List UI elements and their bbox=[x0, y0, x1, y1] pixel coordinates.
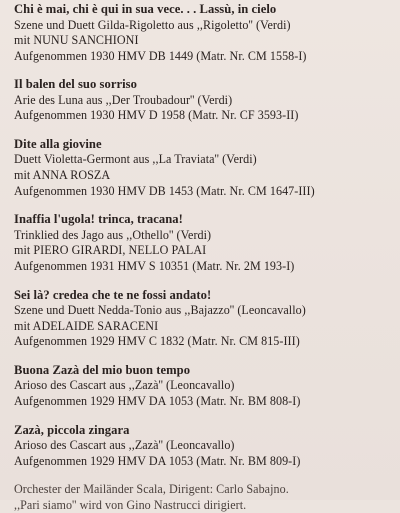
track-entry bbox=[14, 77, 396, 124]
track-listing bbox=[14, 2, 396, 513]
track-recording-info: Aufgenommen 1929 HMV DA 1053 (Matr. Nr. BM 808-I) bbox=[14, 393, 301, 408]
track-description: Trinklied des Jago aus ,,Othello'' (Verdi) bbox=[14, 227, 212, 242]
track-description: Szene und Duett Gilda-Rigoletto aus ,,Rigoletto'' (Verdi) bbox=[14, 17, 291, 32]
track-recording-info: Aufgenommen 1930 HMV D 1958 (Matr. Nr. CF 3593-II) bbox=[14, 108, 299, 123]
track-description: Arioso des Cascart aus ,,Zazà'' (Leoncavallo) bbox=[14, 438, 235, 452]
track-recording-info: Aufgenommen 1930 HMV DB 1453 (Matr. Nr. CM 1647-III) bbox=[14, 183, 315, 198]
credits-footer bbox=[14, 482, 396, 513]
track-recording-info: Aufgenommen 1930 HMV DB 1449 (Matr. Nr. CM 1558-I) bbox=[14, 48, 307, 63]
track-recording-info: Aufgenommen 1931 HMV S 10351 (Matr. Nr. 2M 193-I) bbox=[14, 258, 295, 273]
track-entry bbox=[14, 363, 396, 410]
track-entry bbox=[14, 288, 396, 350]
conductor-note: ,,Pari siamo'' wird von Gino Nastrucci dirigiert. bbox=[14, 497, 247, 512]
track-description: Arioso des Cascart aus ,,Zazà'' (Leoncavallo) bbox=[14, 378, 235, 393]
track-title: Sei là? credea che te ne fossi andato! bbox=[14, 287, 212, 302]
track-title: Il balen del suo sorriso bbox=[14, 77, 137, 92]
track-partner: mit ANNA ROSZA bbox=[14, 168, 111, 183]
track-entry bbox=[14, 137, 396, 199]
track-entry bbox=[14, 2, 396, 64]
track-entry bbox=[14, 423, 396, 470]
track-recording-info: Aufgenommen 1929 HMV C 1832 (Matr. Nr. CM 815-III) bbox=[14, 334, 300, 349]
track-title: Chi è mai, chi è qui in sua vece. . . Lassù, in cielo bbox=[14, 2, 277, 16]
track-description: Duett Violetta-Germont aus ,,La Traviata'' (Verdi) bbox=[14, 152, 257, 167]
track-recording-info: Aufgenommen 1929 HMV DA 1053 (Matr. Nr. BM 809-I) bbox=[14, 453, 301, 468]
track-title: Inaffia l'ugola! trinca, tracana! bbox=[14, 212, 183, 227]
track-title: Dite alla giovine bbox=[14, 136, 102, 151]
track-description: Arie des Luna aus ,,Der Troubadour'' (Verdi) bbox=[14, 92, 233, 107]
track-partner: mit PIERO GIRARDI, NELLO PALAI bbox=[14, 243, 207, 258]
track-entry bbox=[14, 212, 396, 274]
orchestra-credit: Orchester der Mailänder Scala, Dirigent: Carlo Sabajno. bbox=[14, 482, 289, 497]
track-title: Zazà, piccola zingara bbox=[14, 422, 130, 437]
track-description: Szene und Duett Nedda-Tonio aus ,,Bajazzo'' (Leoncavallo) bbox=[14, 303, 306, 318]
track-title: Buona Zazà del mio buon tempo bbox=[14, 362, 191, 377]
track-partner: mit NUNU SANCHIONI bbox=[14, 33, 139, 48]
track-partner: mit ADELAIDE SARACENI bbox=[14, 318, 159, 333]
